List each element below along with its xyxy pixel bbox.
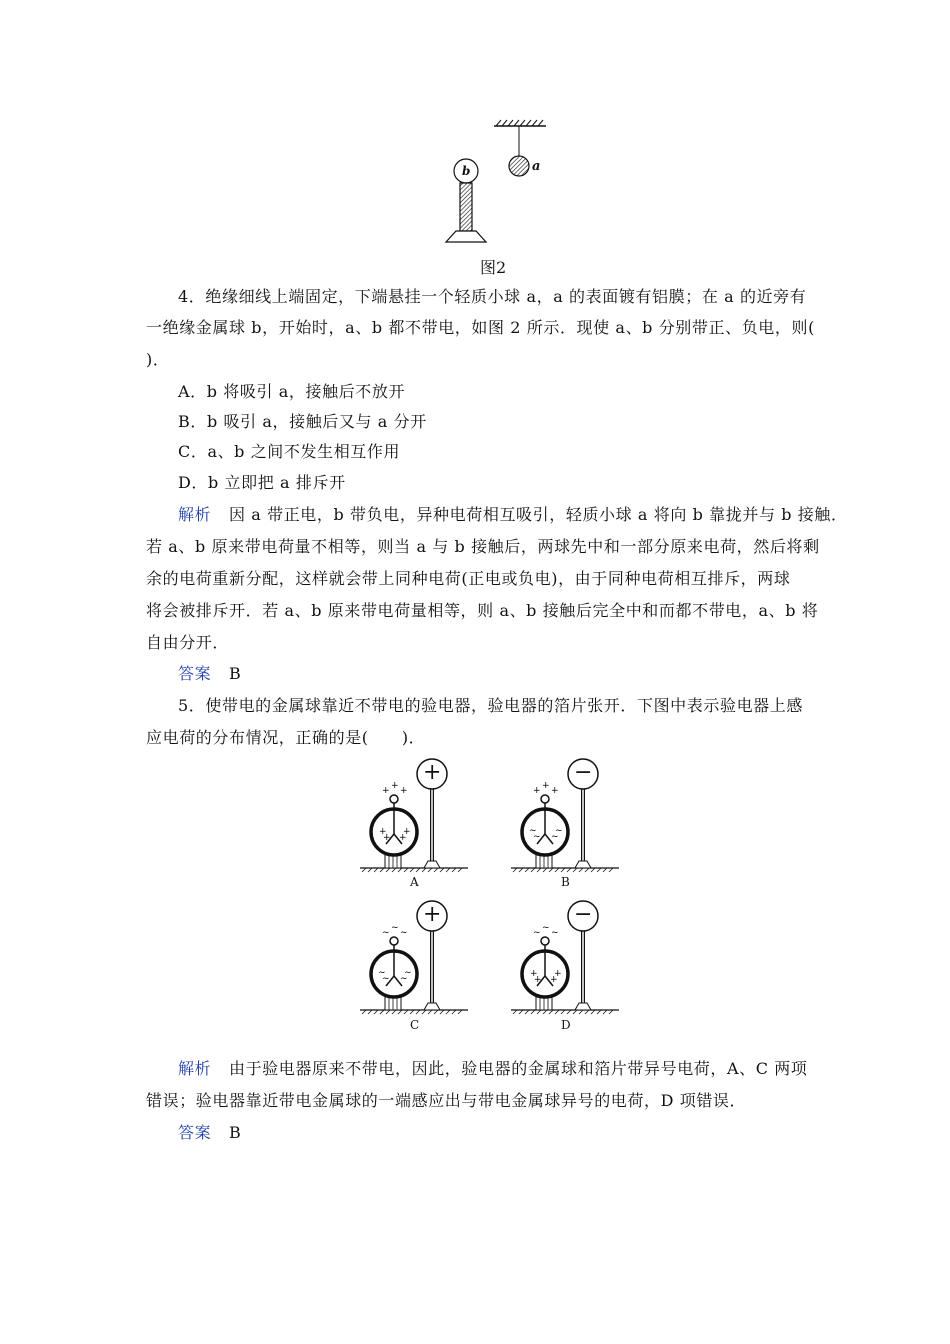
- q5-stem-line1: 5．使带电的金属球靠近不带电的验电器，验电器的箔片张开．下图中表示验电器上感: [178, 696, 803, 715]
- svg-text:~: ~: [533, 832, 541, 842]
- q5-analysis-line2: 错误；验电器靠近带电金属球的一端感应出与带电金属球异号的电荷，D 项错误．: [146, 1091, 747, 1110]
- figure-2: [430, 118, 560, 253]
- svg-text:+: +: [533, 786, 541, 796]
- svg-text:+: +: [400, 786, 408, 796]
- q4-option-b: B．b 吸引 a，接触后又与 a 分开: [178, 412, 427, 431]
- panel-c-label: C: [410, 1018, 420, 1032]
- svg-text:~: ~: [391, 923, 399, 933]
- electroscope-panel-b: [509, 758, 624, 873]
- figure-2-caption: 图2: [480, 258, 507, 277]
- q4-analysis-line5: 自由分开．: [146, 633, 230, 652]
- svg-text:~: ~: [533, 928, 541, 938]
- q4-option-c: C．a、b 之间不发生相互作用: [178, 442, 401, 461]
- svg-text:~: ~: [542, 923, 550, 933]
- svg-text:~: ~: [404, 968, 412, 978]
- svg-text:~: ~: [529, 826, 537, 836]
- electroscope-panel-d: [509, 900, 624, 1015]
- q4-analysis-line1: 因 a 带正电，b 带负电，异种电荷相互吸引，轻质小球 a 将向 b 靠拢并与 b 接触．: [229, 505, 848, 524]
- q4-analysis-label: 解析: [178, 505, 212, 524]
- q4-stem-line3: )．: [146, 350, 170, 369]
- q4-answer: B: [229, 664, 242, 683]
- svg-text:+: +: [383, 833, 391, 843]
- figure-2-label-b: b: [462, 164, 471, 178]
- electroscope-panel-a: [358, 758, 473, 873]
- panel-d-sphere-sign: −: [574, 902, 593, 927]
- q5-answer: B: [229, 1123, 242, 1142]
- panel-c-sphere-sign: +: [423, 902, 442, 927]
- svg-text:+: +: [542, 781, 550, 791]
- svg-text:+: +: [382, 786, 390, 796]
- panel-d-label: D: [561, 1018, 571, 1032]
- q5-analysis-line1: 由于验电器原来不带电，因此，验电器的金属球和箔片带异号电荷，A、C 两项: [229, 1059, 808, 1078]
- panel-b-sphere-sign: −: [574, 760, 593, 785]
- svg-text:+: +: [403, 827, 411, 837]
- q4-answer-label: 答案: [178, 664, 212, 683]
- svg-text:+: +: [554, 969, 562, 979]
- svg-text:+: +: [550, 975, 558, 985]
- q4-analysis-line2: 若 a、b 原来带电荷量不相等，则当 a 与 b 接触后，两球先中和一部分原来电荷，然后将剩: [146, 537, 820, 556]
- panel-b-label: B: [561, 875, 570, 889]
- svg-text:+: +: [379, 827, 387, 837]
- q5-answer-label: 答案: [178, 1123, 212, 1142]
- ball-a: [509, 156, 529, 176]
- q4-option-a: A．b 将吸引 a，接触后不放开: [178, 382, 406, 401]
- svg-text:+: +: [551, 786, 559, 796]
- svg-text:~: ~: [551, 832, 559, 842]
- svg-text:~: ~: [400, 928, 408, 938]
- panel-a-label: A: [410, 875, 419, 889]
- svg-text:+: +: [530, 969, 538, 979]
- svg-text:~: ~: [555, 826, 563, 836]
- svg-text:+: +: [534, 975, 542, 985]
- svg-text:~: ~: [551, 928, 559, 938]
- q4-analysis-line4: 将会被排斥开．若 a、b 原来带电荷量相等，则 a、b 接触后完全中和而都不带电，a、b 将: [146, 601, 819, 620]
- svg-text:+: +: [399, 833, 407, 843]
- figure-2-label-a: a: [532, 159, 541, 174]
- svg-text:~: ~: [378, 968, 386, 978]
- svg-text:+: +: [391, 781, 399, 791]
- svg-text:~: ~: [400, 974, 408, 984]
- panel-a-sphere-sign: +: [423, 760, 442, 785]
- q4-option-d: D．b 立即把 a 排斥开: [178, 473, 346, 492]
- q4-stem-line1: 4．绝缘细线上端固定，下端悬挂一个轻质小球 a，a 的表面镀有铝膜；在 a 的近旁有: [178, 287, 807, 306]
- q4-analysis-line3: 余的电荷重新分配，这样就会带上同种电荷(正电或负电)，由于同种电荷相互排斥，两球: [146, 569, 791, 588]
- electroscope-panel-c: [358, 900, 473, 1015]
- q5-stem-line2: 应电荷的分布情况，正确的是( )．: [146, 728, 426, 747]
- svg-text:~: ~: [382, 928, 390, 938]
- q4-stem-line2: 一绝缘金属球 b，开始时，a、b 都不带电，如图 2 所示．现使 a、b 分别带正、负电，则(: [146, 318, 815, 337]
- q5-analysis-label: 解析: [178, 1059, 212, 1078]
- svg-text:~: ~: [382, 974, 390, 984]
